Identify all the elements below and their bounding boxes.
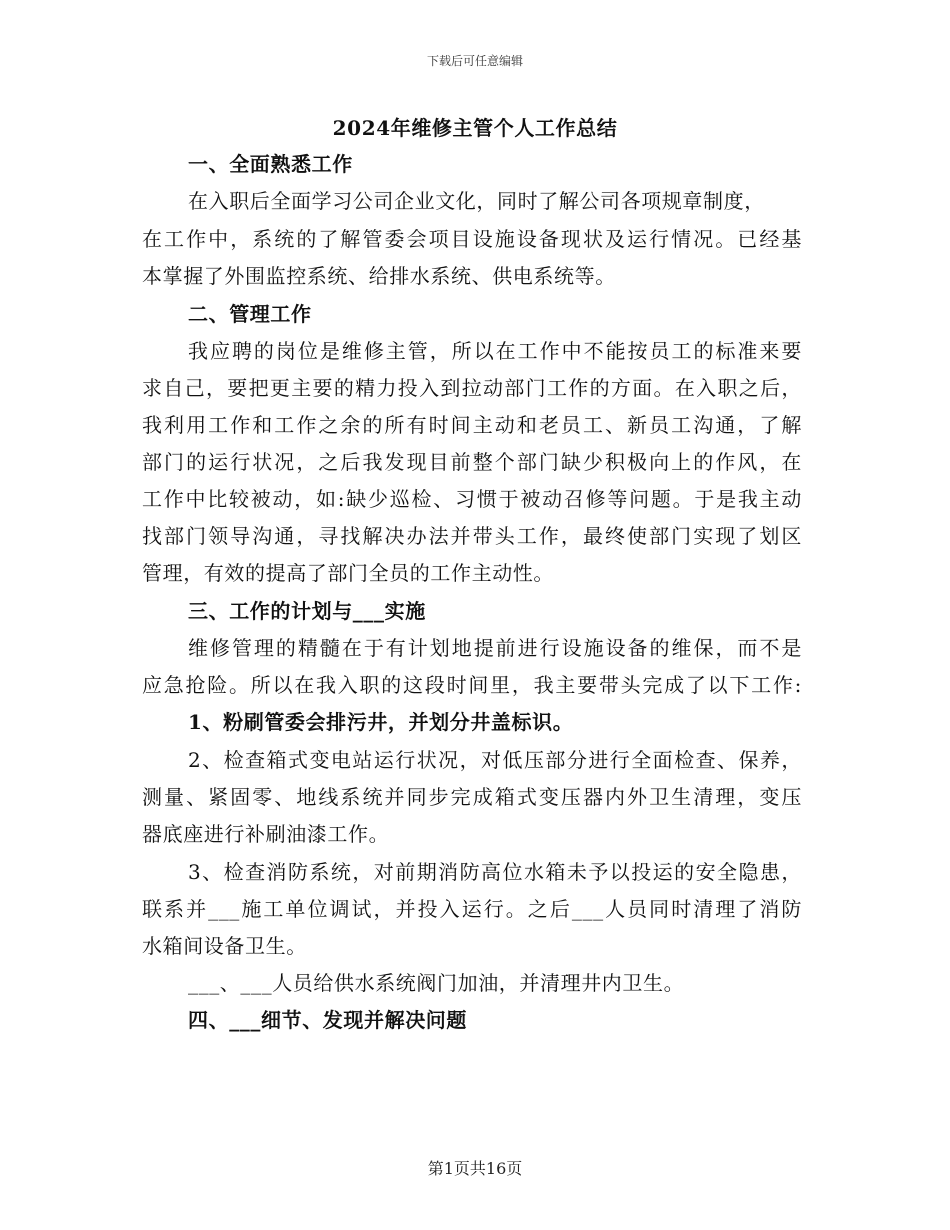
paragraph-line: 管理，有效的提高了部门全员的工作主动性。 [142,561,554,585]
paragraph-line: 应急抢险。所以在我入职的这段时间里，我主要带头完成了以下工作: [142,673,802,697]
paragraph-line: 维修管理的精髓在于有计划地提前进行设施设备的维保，而不是 [188,636,802,660]
list-item-4: ___、___人员给供水系统阀门加油，并清理井内卫生。 [188,971,685,995]
paragraph-line: 求自己，要把更主要的精力投入到拉动部门工作的方面。在入职之后， [142,376,802,400]
section-heading-3: 三、工作的计划与___实施 [188,599,426,623]
paragraph-line: 工作中比较被动，如:缺少巡检、习惯于被动召修等问题。于是我主动 [142,487,802,511]
page-footer: 第1页共16页 [427,1159,523,1178]
page-header: 下载后可任意编辑 [426,54,523,68]
paragraph-line: 本掌握了外围监控系统、给排水系统、供电系统等。 [142,264,616,288]
paragraph-line: 我利用工作和工作之余的所有时间主动和老员工、新员工沟通，了解 [142,413,802,437]
section-heading-2: 二、管理工作 [188,302,312,326]
paragraph-line: 我应聘的岗位是维修主管，所以在工作中不能按员工的标准来要 [188,339,802,363]
list-item-2-line: 2、检查箱式变电站运行状况，对低压部分进行全面检查、保养， [188,748,802,772]
paragraph-line: 找部门领导沟通，寻找解决办法并带头工作，最终使部门实现了划区 [142,524,802,548]
list-item-2-line: 测量、紧固零、地线系统并同步完成箱式变压器内外卫生清理，变压 [142,785,802,809]
list-item-2-line: 器底座进行补刷油漆工作。 [142,822,390,846]
document-title: 2024年维修主管个人工作总结 [332,116,618,140]
section-heading-1: 一、全面熟悉工作 [188,152,353,176]
list-item-3-line: 水箱间设备卫生。 [142,934,307,958]
paragraph-line: 在入职后全面学习公司企业文化，同时了解公司各项规章制度， [188,189,765,213]
list-item-3-line: 联系并___施工单位调试，并投入运行。之后___人员同时清理了消防 [142,897,802,921]
section-heading-4: 四、___细节、发现并解决问题 [188,1008,467,1032]
paragraph-line: 在工作中，系统的了解管委会项目设施设备现状及运行情况。已经基 [142,227,802,251]
list-item-3-line: 3、检查消防系统，对前期消防高位水箱未予以投运的安全隐患， [188,860,802,884]
paragraph-line: 部门的运行状况，之后我发现目前整个部门缺少积极向上的作风，在 [142,450,802,474]
list-item-1: 1、粉刷管委会排污井，并划分井盖标识。 [188,710,574,734]
